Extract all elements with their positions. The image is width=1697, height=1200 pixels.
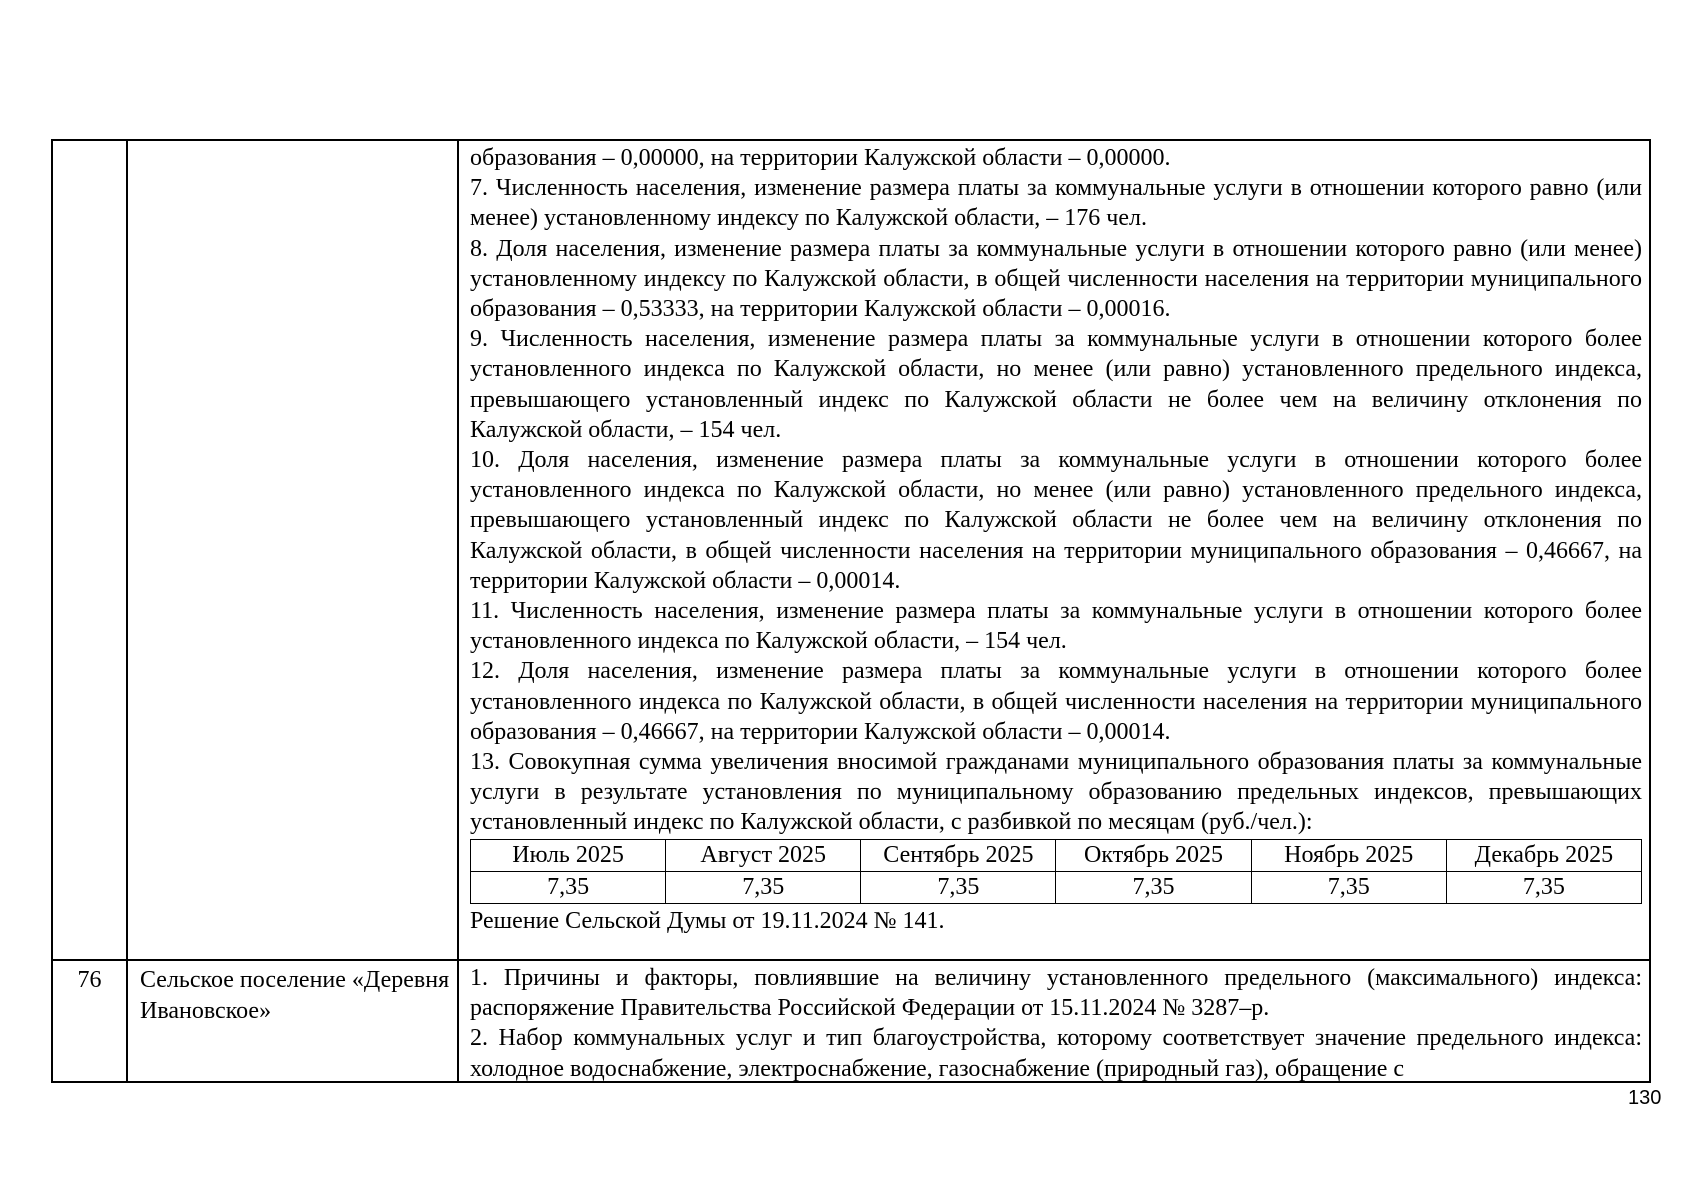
month-value: 7,35 (1446, 871, 1641, 903)
monthly-amounts-table (470, 839, 1642, 904)
month-value: 7,35 (1251, 871, 1446, 903)
table-row (52, 140, 1650, 960)
month-value: 7,35 (861, 871, 1056, 903)
content-cell (458, 140, 1650, 960)
paragraph: 9. Численность населения, изменение размера платы за коммунальные услуги в отношении которого более установленного индекса по Калужской области, но менее (или равно) установленного предельного индекса, превышающего установленный индекс по Калужской области не более чем на величину отклонения по Калужской области, – 154 чел. (470, 326, 1642, 443)
month-value: 7,35 (471, 871, 666, 903)
paragraph: 10. Доля населения, изменение размера платы за коммунальные услуги в отношении которого более установленного индекса по Калужской области, но менее (или равно) установленного предельного индекса, превышающего установленный индекс по Калужской области не более чем на величину отклонения по Калужской области, в общей численности населения на территории муниципального образования – 0,46667, на территории Калужской области – 0,00014. (470, 447, 1642, 594)
municipality-name-cell: Сельское поселение «Деревня Ивановское» (127, 960, 458, 1082)
document-table (51, 139, 1651, 1083)
paragraph: 11. Численность населения, изменение размера платы за коммунальные услуги в отношении которого более установленного индекса по Калужской области, – 154 чел. (470, 598, 1642, 655)
months-value-row (471, 871, 1642, 903)
month-value: 7,35 (666, 871, 861, 903)
month-header: Октябрь 2025 (1056, 839, 1251, 871)
paragraph: 2. Набор коммунальных услуг и тип благоустройства, которому соответствует значение предельного индекса: холодное водоснабжение, электроснабжение, газоснабжение (природный газ), обращение с (470, 1025, 1642, 1081)
paragraph: образования – 0,00000, на территории Калужской области – 0,00000. (470, 145, 1171, 171)
paragraph: 1. Причины и факторы, повлиявшие на величину установленного предельного (максимального) индекса: распоряжение Правительства Российской Федерации от 15.11.2024 № 3287–р. (470, 965, 1642, 1022)
row-number-cell: 76 (52, 960, 127, 1082)
municipality-name-cell (127, 140, 458, 960)
months-header-row (471, 839, 1642, 871)
decision-reference: Решение Сельской Думы от 19.11.2024 № 141. (470, 907, 945, 934)
paragraph: 13. Совокупная сумма увеличения вносимой гражданами муниципального образования платы за коммунальные услуги в результате установления по муниципальному образованию предельных индексов, превышающих установленный индекс по Калужской области, с разбивкой по месяцам (руб./чел.): (470, 749, 1642, 836)
page-number: 130 (1628, 1087, 1662, 1109)
row-number-cell (52, 140, 127, 960)
content-cell (458, 960, 1650, 1082)
paragraph: 12. Доля населения, изменение размера платы за коммунальные услуги в отношении которого более установленного индекса по Калужской области, в общей численности населения на территории муниципального образования – 0,46667, на территории Калужской области – 0,00014. (470, 658, 1642, 745)
paragraph: 8. Доля населения, изменение размера платы за коммунальные услуги в отношении которого равно (или менее) установленному индексу по Калужской области, в общей численности населения на территории муниципального образования – 0,53333, на территории Калужской области – 0,00016. (470, 235, 1642, 323)
month-header: Декабрь 2025 (1446, 839, 1641, 871)
paragraph: 7. Численность населения, изменение размера платы за коммунальные услуги в отношении которого равно (или менее) установленному индексу по Калужской области, – 176 чел. (470, 175, 1642, 232)
month-header: Август 2025 (666, 839, 861, 871)
month-header: Ноябрь 2025 (1251, 839, 1446, 871)
month-header: Июль 2025 (471, 839, 666, 871)
month-value: 7,35 (1056, 871, 1251, 903)
month-header: Сентябрь 2025 (861, 839, 1056, 871)
table-row (52, 960, 1650, 1082)
